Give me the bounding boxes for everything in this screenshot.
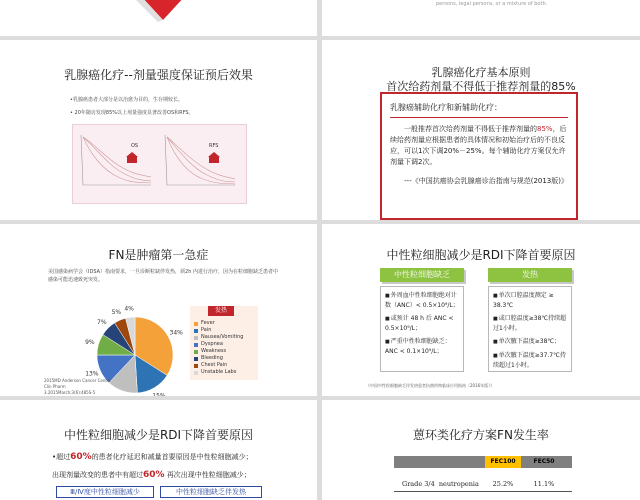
slide-rdi-stats xyxy=(0,400,317,500)
right-item-3: ■ 单次腋下温度≥38℃； xyxy=(493,337,567,347)
legend-label: Nausea/Vomiting xyxy=(201,334,244,340)
legend-item xyxy=(194,369,243,376)
legend-label: Weakness xyxy=(201,348,227,354)
heart-icon xyxy=(118,0,208,22)
slide-basic-principle xyxy=(322,40,640,220)
left-column xyxy=(380,286,464,372)
tag-grade-neutropenia: Ⅲ/Ⅳ度中性粒细胞减少 xyxy=(56,486,154,498)
box-body xyxy=(390,124,568,168)
pie-label: 4% xyxy=(124,305,134,313)
legend-label: Fever xyxy=(201,320,215,326)
stat-line-1 xyxy=(52,452,253,462)
stat1-value: 60% xyxy=(70,452,92,462)
val1: 25.2% xyxy=(492,480,514,488)
slide-title: 乳腺癌化疗--剂量强度保证预后效果 xyxy=(64,68,253,82)
legend-title: 发热 xyxy=(208,306,234,316)
tag-febrile-neutropenia: 中性粒细胞缺乏伴发热 xyxy=(160,486,262,498)
legend-item xyxy=(194,320,243,327)
rfs-label: RFS xyxy=(209,143,219,149)
logo-heart xyxy=(118,0,208,22)
row-label: Grade 3/4 neutropenia xyxy=(402,480,479,488)
bullet-1: •乳腺癌患者大部分是以治愈为目的，生存期较长。 xyxy=(70,97,183,103)
slide-dose-intensity xyxy=(0,40,317,220)
box-body-highlight: 85% xyxy=(537,125,553,133)
slide-fn-emergency xyxy=(0,224,317,400)
pie-label: 7% xyxy=(97,318,107,326)
legend-swatch xyxy=(194,336,198,340)
pie-label: 15% xyxy=(152,392,166,400)
legend-label: Chest Pain xyxy=(201,362,228,368)
survival-curves xyxy=(73,125,246,203)
slide-title: 蒽环类化疗方案FN发生率 xyxy=(413,428,549,442)
val2: 11.1% xyxy=(533,480,555,488)
box-source: ---《中国抗癌协会乳腺癌诊治指南与规范(2013版)》 xyxy=(404,177,568,185)
legend-item xyxy=(194,334,243,341)
guideline-box xyxy=(380,92,578,220)
left-item-3: ■ 严重中性粒细胞缺乏：ANC < 0.1×10⁹/L； xyxy=(385,337,459,356)
box-divider xyxy=(390,117,568,118)
legend-label: Pain xyxy=(201,327,212,333)
legend-item xyxy=(194,355,243,362)
stat-line-2 xyxy=(52,470,251,480)
slide-top-left xyxy=(0,0,317,36)
slide-fn-incidence xyxy=(322,400,640,500)
slide-title: 中性粒细胞减少是RDI下降首要原因 xyxy=(63,428,254,442)
legend-swatch xyxy=(194,357,198,361)
legend-label: Bleeding xyxy=(201,355,223,361)
legend-item xyxy=(194,327,243,334)
col1-header: FEC100 xyxy=(485,456,521,468)
box-body-text: 一般推荐首次给药剂量不得低于推荐剂量的 xyxy=(404,125,537,133)
top-right-text: persons, legal persons, or a mixture of both. xyxy=(436,1,548,7)
box-body-text-2: ，后续给药剂量应根据患者的具体情况和初始治疗后的不良反应，可以1次下调20%－25%。每个辅助化疗方案仅允许剂量下调2次。 xyxy=(390,125,567,166)
row-divider xyxy=(394,491,572,492)
slide-title-line2: 首次给药剂量不得低于推荐剂量的85% xyxy=(386,80,576,93)
stat2-pre: 出现剂量改变的患者中有超过 xyxy=(52,471,143,479)
legend-label: Dyspnea xyxy=(201,341,223,347)
legend-item xyxy=(194,362,243,369)
pie-label: 34% xyxy=(169,329,183,337)
stat2-post: 再次出现中性粒细胞减少； xyxy=(164,471,251,479)
legend-items xyxy=(194,320,243,376)
right-item-1: ■ 单次口腔温度测定 ≥ 38.3℃ xyxy=(493,291,567,310)
stat1-pre: •超过 xyxy=(52,453,71,461)
bullet-2: • 20年随访发现85%以上剂量强度显著改善OS和RFS。 xyxy=(70,110,194,116)
slide-title-line1: 乳腺癌化疗基本原则 xyxy=(431,66,531,79)
intro-text: 美国感染病学会（IDSA）指南要求，一旦诊断粒缺伴发热，须2h 内进行治疗，因为在粒细胞缺乏患者中感染可能迅速致死突发。 xyxy=(48,269,278,283)
legend-swatch xyxy=(194,371,198,375)
pie-label: 13% xyxy=(85,370,99,378)
footnote: 《中国中性粒细胞缺乏伴发热患者抗菌药物临床应用指南（2016年版）》 xyxy=(366,383,495,388)
left-header: 中性粒细胞缺乏 xyxy=(380,268,464,282)
left-item-1: ■ 外周血中性粒细胞绝对计数（ANC）< 0.5×10⁹/L； xyxy=(385,291,459,310)
box-heading: 乳腺癌辅助化疗和新辅助化疗： xyxy=(390,103,502,112)
slide-title: FN是肿瘤第一急症 xyxy=(108,248,209,262)
os-label: OS xyxy=(131,143,139,149)
right-item-4: ■ 单次腋下温度≥37.7℃持续超过1小时。 xyxy=(493,351,567,370)
pie-label: 5% xyxy=(111,308,122,316)
legend-label: Unstable Labs xyxy=(201,369,237,375)
legend-item xyxy=(194,341,243,348)
legend-swatch xyxy=(194,329,198,333)
legend-swatch xyxy=(194,322,198,326)
right-header: 发热 xyxy=(488,268,572,282)
slide-top-right xyxy=(322,0,640,36)
legend-item xyxy=(194,348,243,355)
citation: 2015MD Anderson Cancer Center Clin Pharm 3.2015March;3(6):485S-5 xyxy=(44,378,112,395)
left-item-2: ■ 或预计 48 h 后 ANC < 0.5×10⁹/L； xyxy=(385,314,459,333)
survival-chart-panel xyxy=(72,124,247,204)
right-column xyxy=(488,286,572,372)
legend-swatch xyxy=(194,350,198,354)
legend-swatch xyxy=(194,343,198,347)
legend-swatch xyxy=(194,364,198,368)
stat1-post: 的患者化疗延迟和减量首要原因是中性粒细胞减少； xyxy=(91,453,253,461)
col2-header: FEC50 xyxy=(526,456,562,468)
right-item-2: ■ 或口腔温度≥38℃持续超过1小时。 xyxy=(493,314,567,333)
slide-rdi-definitions xyxy=(322,224,640,396)
stat2-value: 60% xyxy=(143,470,165,480)
legend xyxy=(190,306,258,380)
slide-title: 中性粒细胞减少是RDI下降首要原因 xyxy=(386,248,576,262)
pie-label: 9% xyxy=(85,338,95,346)
